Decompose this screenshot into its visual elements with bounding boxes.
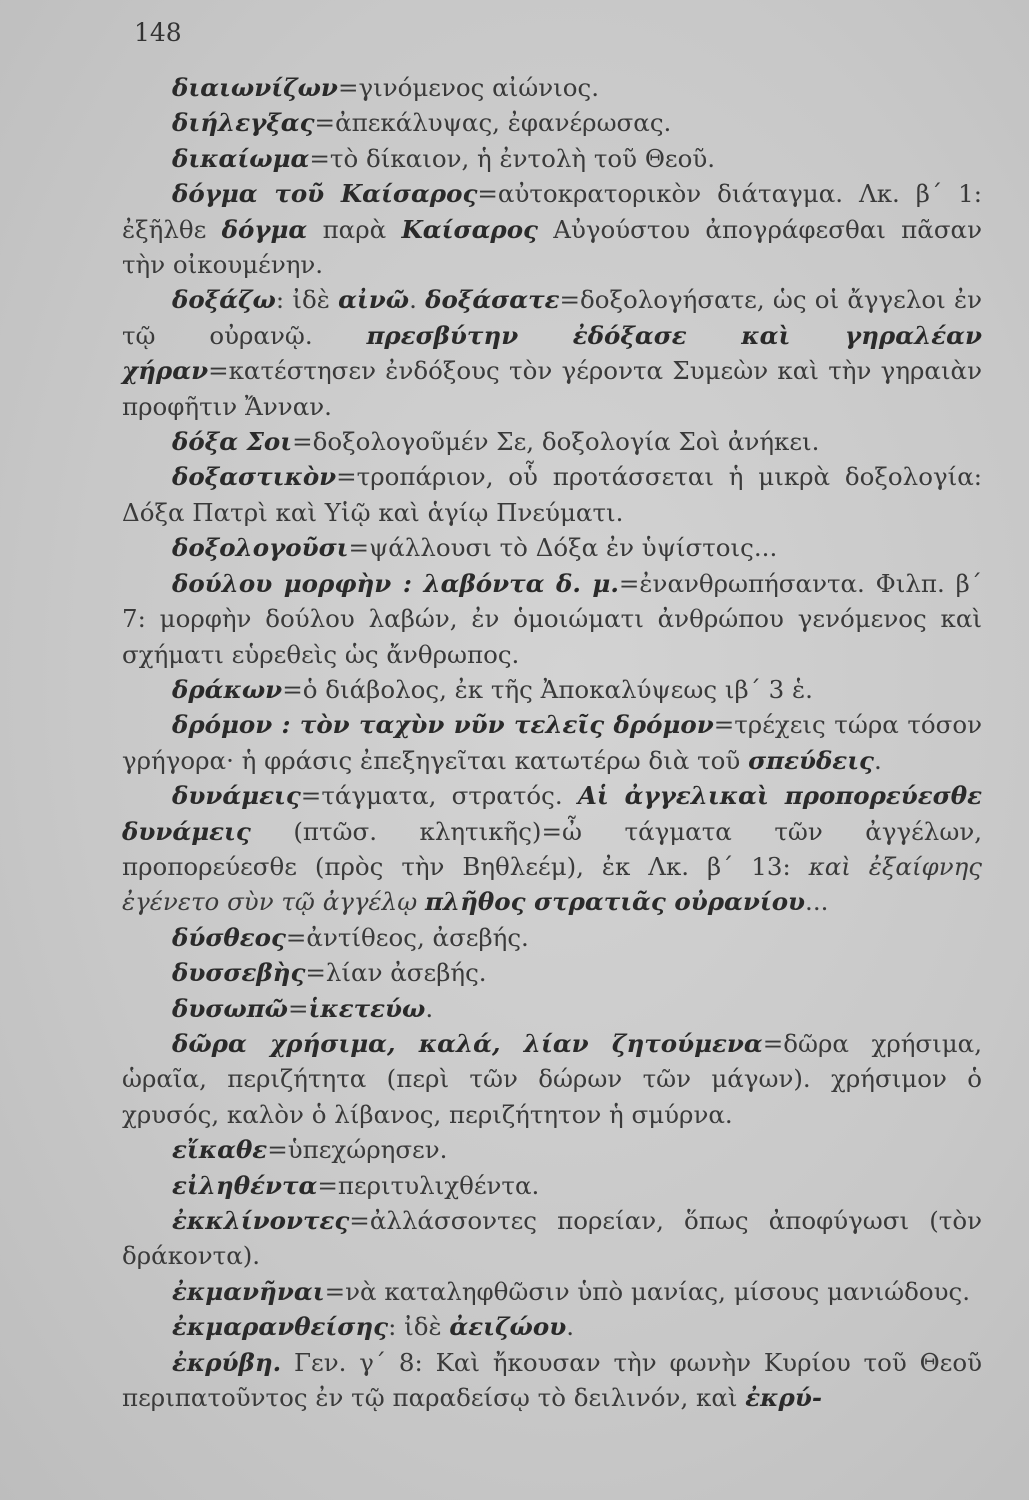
- glossary-entry: [122, 1132, 982, 1167]
- definition-text: =λίαν ἀσεβής.: [305, 958, 487, 988]
- headword: δοξάζω: [172, 285, 276, 315]
- glossary-entry: [122, 778, 982, 920]
- headword: εἰληθέντα: [172, 1170, 318, 1200]
- definition-text: =νὰ καταληφθῶσιν ὑπὸ μανίας, μίσους μανιώδους.: [324, 1276, 970, 1306]
- definition-text: : ἰδὲ: [388, 1312, 450, 1342]
- glossary-entry: [122, 176, 982, 282]
- glossary-entry: [122, 459, 982, 530]
- headword: αἰνῶ: [338, 285, 410, 315]
- definition-text: =τάγματα, στρατός.: [300, 781, 578, 811]
- glossary-entry: [122, 1345, 982, 1416]
- glossary-entry: [122, 566, 982, 672]
- definition-text: .: [425, 993, 434, 1023]
- definition-text: =τὸ δίκαιον, ἡ ἐντολὴ τοῦ Θεοῦ.: [309, 143, 716, 173]
- headword: δοξάσατε: [425, 285, 560, 315]
- definition-text: =ὁ διάβολος, ἐκ τῆς Ἀποκαλύψεως ιβ΄ 3 ἑ.: [282, 674, 813, 704]
- glossary-entry: [122, 920, 982, 955]
- headword: δῶρα χρήσιμα, καλά, λίαν ζητούμενα: [172, 1028, 763, 1058]
- headword: διαιωνίζων: [172, 73, 338, 102]
- headword: Καίσαρος: [401, 214, 538, 244]
- glossary-entry: [122, 70, 982, 105]
- definition-text: =περιτυλιχθέντα.: [317, 1170, 540, 1200]
- definition-text: Αὐγούστου ἀπογράφεσθαι πᾶσαν τὴν οἰκουμένην.: [122, 214, 982, 280]
- headword: ἐκμανῆναι: [172, 1276, 325, 1306]
- quote-text: καὶ ἐξαίφνης ἐγένετο σὺν τῷ ἀγγέλῳ: [122, 851, 982, 917]
- definition-text: =αὐτοκρατορικὸν διάταγμα. Λκ. β΄ 1: ἐξῆλθε: [122, 179, 983, 244]
- definition-text: =κατέστησεν ἐνδόξους τὸν γέροντα Συμεὼν καὶ τὴν γηραιὰν προφῆτιν Ἄνναν.: [122, 356, 982, 421]
- definition-text: =δοξολογοῦμέν Σε, δοξολογία Σοὶ ἀνήκει.: [292, 427, 820, 457]
- definition-text: .: [409, 285, 426, 315]
- headword: δρόμον : τὸν ταχὺν νῦν τελεῖς δρόμον: [172, 710, 714, 740]
- definition-text: =γινόμενος αἰώνιος.: [337, 73, 600, 102]
- glossary-entry: [122, 141, 982, 176]
- definition-text: (πτῶσ. κλητικῆς)=ὦ τάγματα τῶν ἀγγέλων, προπορεύεσθε (πρὸς τὴν Βηθλεέμ), ἐκ Λκ. β΄ 13:: [122, 816, 982, 881]
- definition-text: =ἀντίθεος, ἀσεβής.: [285, 922, 529, 952]
- glossary-entry: [122, 105, 982, 140]
- headword: εἴκαθε: [172, 1135, 268, 1165]
- definition-text: =τροπάριον, οὗ προτάσσεται ἡ μικρὰ δοξολογία: Δόξα Πατρὶ καὶ Υἱῷ καὶ ἁγίῳ Πνεύματι.: [122, 462, 982, 527]
- headword: δόγμα: [221, 214, 308, 244]
- headword: ἐκμαρανθείσης: [172, 1312, 389, 1342]
- glossary-entry: [122, 1026, 982, 1132]
- glossary-entry: [122, 424, 982, 459]
- definition-text: παρὰ: [307, 214, 402, 244]
- glossary-entry: [122, 1274, 982, 1309]
- glossary-entry: [122, 1203, 982, 1274]
- headword: δόξα Σοι: [172, 427, 293, 457]
- headword: σπεύδεις: [748, 745, 874, 775]
- headword: ἱκετεύω: [308, 993, 426, 1023]
- headword: δυσσεβὴς: [172, 958, 306, 988]
- definition-text: =ἐνανθρωπήσαντα. Φιλπ. β΄ 7: μορφὴν δούλου λαβών, ἐν ὁμοιώματι ἀνθρώπου γενόμενος καὶ σχήματι εὑρεθεὶς ὡς ἄνθρωπος.: [122, 568, 982, 669]
- definition-text: =ὑπεχώρησεν.: [267, 1135, 448, 1165]
- headword: ἐκρύβη.: [172, 1347, 282, 1377]
- glossary-entry: [122, 955, 982, 990]
- headword: δυνάμεις: [172, 781, 301, 811]
- headword: ἐκρύ-: [745, 1383, 822, 1413]
- headword: δοξαστικὸν: [172, 462, 337, 492]
- glossary-entry: [122, 707, 982, 778]
- glossary-entry: [122, 991, 982, 1026]
- page-number: 148: [134, 18, 182, 47]
- headword: πλῆθος στρατιᾶς οὐρανίου: [424, 887, 806, 917]
- headword: πρεσβύτην ἐδόξασε καὶ γηραλέαν χήραν: [122, 320, 982, 386]
- definition-text: : ἰδὲ: [275, 285, 339, 315]
- definition-text: .: [566, 1312, 575, 1342]
- glossary-entry: [122, 1309, 982, 1344]
- glossary-entry: [122, 672, 982, 707]
- glossary-entry: [122, 530, 982, 565]
- glossary-text: [122, 70, 982, 1415]
- glossary-entry: [122, 282, 982, 424]
- headword: διήλεγξας: [172, 108, 315, 138]
- definition-text: =δοξολογήσατε, ὡς οἱ ἄγγελοι ἐν τῷ οὐρανῷ.: [122, 285, 982, 350]
- definition-text: =τρέχεις τώρα τόσον γρήγορα· ἡ φράσις ἐπεξηγεῖται κατωτέρω διὰ τοῦ: [122, 710, 982, 775]
- headword: δοξολογοῦσι: [172, 533, 349, 563]
- definition-text: .: [873, 745, 882, 775]
- headword: Αἱ ἀγγελικαὶ προπορεύεσθε δυνάμεις: [122, 781, 982, 846]
- definition-text: ...: [805, 887, 829, 917]
- headword: ἀειζώου: [449, 1312, 567, 1342]
- definition-text: =δῶρα χρήσιμα, ὡραῖα, περιζήτητα (περὶ τῶν δώρων τῶν μάγων). χρήσιμον ὁ χρυσός, καλὸν ὁ λίβανος, περιζήτητον ἡ σμύρνα.: [122, 1028, 982, 1129]
- definition-text: Γεν. γ΄ 8: Καὶ ἤκουσαν τὴν φωνὴν Κυρίου τοῦ Θεοῦ περιπατοῦντος ἐν τῷ παραδείσῳ τὸ δειλινόν, καὶ: [122, 1347, 982, 1413]
- headword: δράκων: [172, 674, 283, 704]
- headword: δύσθεος: [172, 922, 286, 952]
- headword: δυσωπῶ: [172, 993, 288, 1023]
- headword: δικαίωμα: [172, 143, 310, 173]
- headword: δούλου μορφὴν : λαβόντα δ. μ.: [172, 568, 619, 598]
- definition-text: =ἀλλάσσοντες πορείαν, ὅπως ἀποφύγωσι (τὸν δράκοντα).: [122, 1206, 982, 1271]
- definition-text: =ψάλλουσι τὸ Δόξα ἐν ὑψίστοις...: [348, 533, 778, 563]
- glossary-entry: [122, 1168, 982, 1203]
- headword: δόγμα τοῦ Καίσαρος: [172, 179, 478, 209]
- definition-text: =: [288, 993, 309, 1023]
- definition-text: =ἀπεκάλυψας, ἐφανέρωσας.: [314, 108, 672, 138]
- headword: ἐκκλίνοντες: [172, 1206, 350, 1235]
